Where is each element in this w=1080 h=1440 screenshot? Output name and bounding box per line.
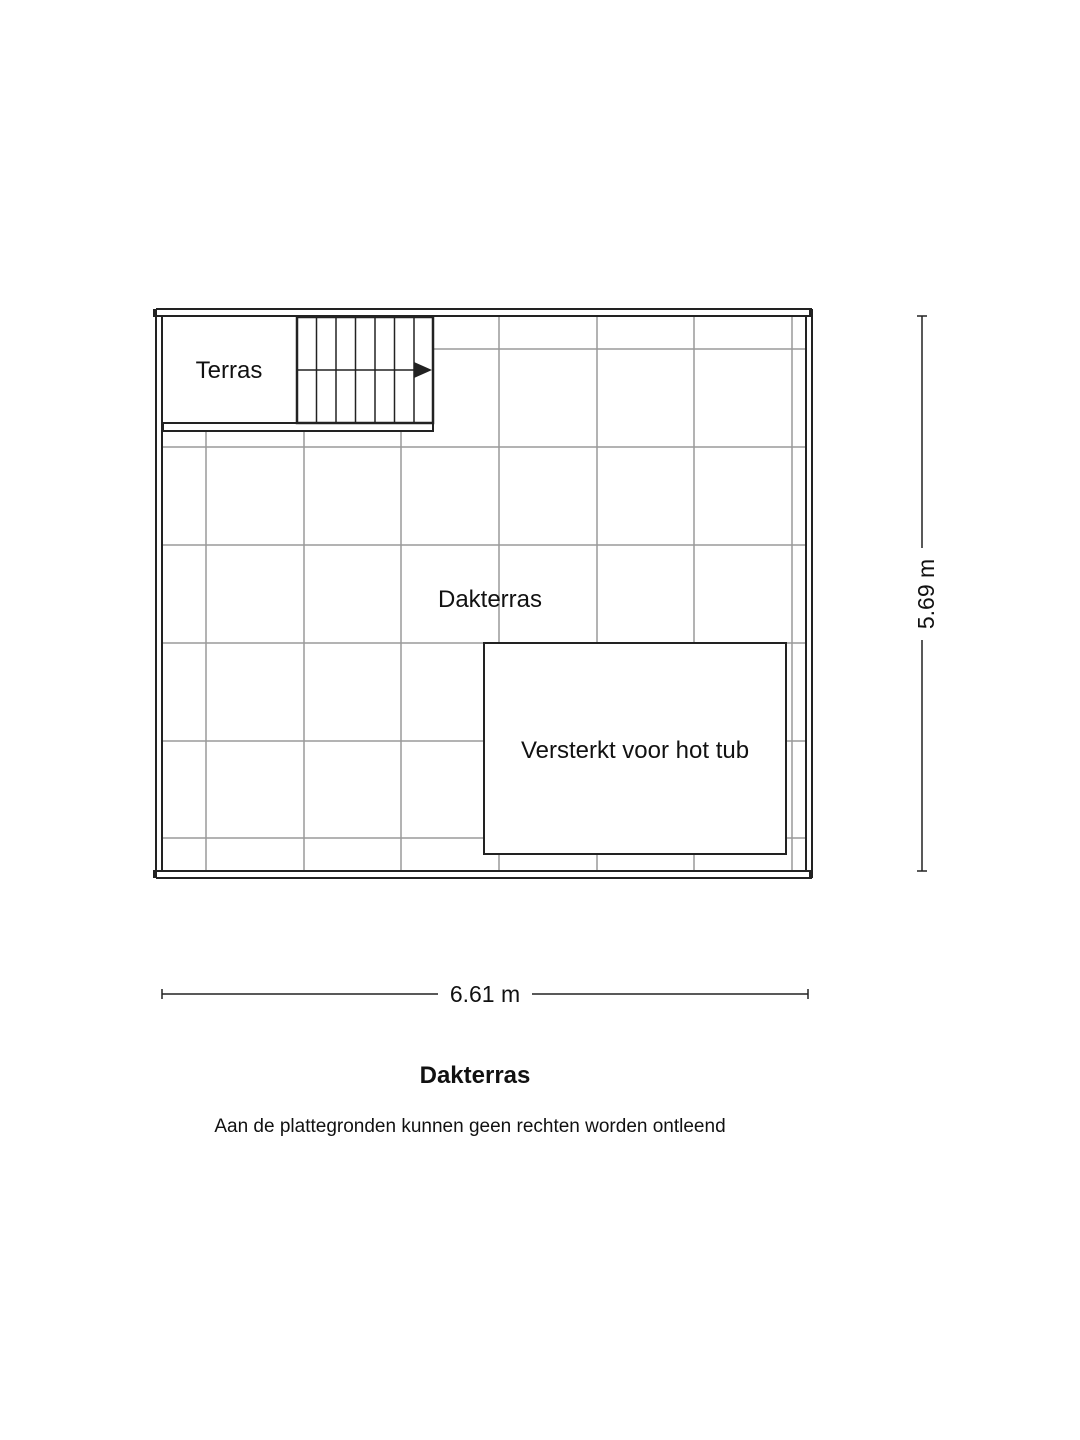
room-label-hot-tub: Versterkt voor hot tub bbox=[520, 737, 750, 764]
width-dimension-label: 6.61 m bbox=[449, 981, 521, 1007]
depth-dimension-label: 5.69 m bbox=[913, 558, 939, 630]
plan-title: Dakterras bbox=[419, 1062, 531, 1089]
staircase bbox=[297, 317, 433, 423]
plan-disclaimer: Aan de plattegronden kunnen geen rechten worden ontleend bbox=[214, 1116, 726, 1137]
room-label-terras: Terras bbox=[195, 357, 263, 384]
room-label-dakterras: Dakterras bbox=[437, 586, 543, 613]
